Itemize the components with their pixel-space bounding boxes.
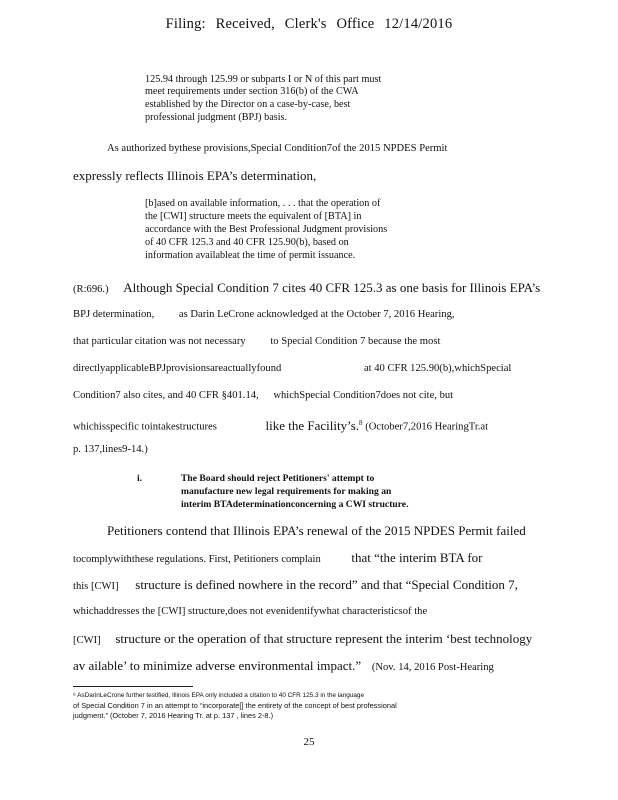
body2-line-3: [73, 336, 440, 348]
footnote-line-1: ⁸ AsDarinLeCrone further testified, Illinois EPA only included a citation to 40 CFR 125.3 in the language: [73, 692, 365, 699]
body2-line-5-a: Condition7 also cites, and 40 CFR §401.14,: [73, 390, 259, 401]
body2-line-7: p. 137,lines9-14.): [73, 444, 148, 455]
body3-line-6-a: av ailable’ to minimize adverse environmental impact.”: [73, 658, 362, 673]
quote1-line-2: meet requirements under section 316(b) of the CWA: [145, 86, 359, 97]
body2-line-5: [73, 390, 453, 402]
page-number: 25: [303, 736, 315, 748]
body3-line-5-a: [CWI]: [73, 635, 101, 646]
footnote-divider: [73, 686, 193, 687]
body2-line-4-b: at 40 CFR 125.90(b),whichSpecial: [363, 363, 512, 374]
body3-line-1: Petitioners contend that Illinois EPA’s renewal of the 2015 NPDES Permit failed: [107, 523, 526, 538]
body3-line-6-b: (Nov. 14, 2016 Post-Hearing: [371, 662, 494, 673]
body2-line-6-a: whichisspecific tointakestructures: [73, 421, 217, 433]
subheading-marker: i.: [137, 473, 143, 484]
body2-line-2-a: BPJ determination,: [73, 309, 155, 320]
body2-line-3-b: to Special Condition 7 because the most: [270, 336, 441, 347]
body1-line-1: As authorized bythese provisions,Special Condition7of the 2015 NPDES Permit: [107, 143, 448, 154]
filing-header: Filing: Received, Clerk's Office 12/14/2016: [165, 16, 453, 32]
footnote-line-2: of Special Condition 7 in an attempt to “incorporate[] the entirety of the concept of best professional: [73, 701, 397, 710]
body3-line-5: [73, 633, 532, 647]
footnote-ref: 8: [359, 419, 363, 427]
body2-line-2: [73, 309, 455, 321]
body2-line-6-c: (October7,2016 HearingTr.at: [365, 421, 489, 433]
subheading-line-2: manufacture new legal requirements for making an: [181, 486, 392, 497]
body3-line-4: whichaddresses the [CWI] structure,does not evenidentifywhat characteristicsof the: [73, 606, 428, 617]
body3-line-2-b: that “the interim BTA for: [351, 550, 483, 565]
quote1-line-3: established by the Director on a case-by-case, best: [145, 99, 351, 110]
body3-line-3-b: structure is defined nowhere in the record” and that “Special Condition 7,: [135, 577, 518, 592]
quote1-line-4: professional judgment (BPJ) basis.: [145, 112, 288, 123]
body2-line-1: [73, 282, 540, 296]
body2-line-5-b: whichSpecial Condition7does not cite, but: [273, 390, 454, 401]
body3-line-6: [73, 660, 494, 674]
body2-line-1-text: Although Special Condition 7 cites 40 CFR 125.3 as one basis for Illinois EPA’s: [123, 280, 541, 295]
quote2-line-4: of 40 CFR 125.3 and 40 CFR 125.90(b), based on: [145, 237, 349, 248]
body2-line-4: [73, 363, 511, 375]
footnote-line-3: judgment.” (October 7, 2016 Hearing Tr. at p. 137 , lines 2-8.): [73, 711, 274, 720]
body2-line-2-b: as Darin LeCrone acknowledged at the October 7, 2016 Hearing,: [178, 309, 455, 320]
subheading-line-3: interim BTAdeterminationconcerning a CWI structure.: [181, 499, 409, 510]
body2-line-6: [73, 417, 488, 434]
body1-line-2: expressly reflects Illinois EPA’s determination,: [73, 168, 317, 183]
subheading-line-1: The Board should reject Petitioners' attempt to: [181, 473, 375, 484]
quote2-line-2: the [CWI] structure meets the equivalent of [BTA] in: [145, 211, 362, 222]
body3-line-3-a: this [CWI]: [73, 581, 119, 592]
body2-line-3-a: that particular citation was not necessary: [73, 336, 246, 347]
body2-line-4-a: directlyapplicableBPJprovisionsareactuallyfound: [73, 363, 282, 374]
body3-line-3: [73, 579, 518, 593]
quote2-line-1: [b]ased on available information, . . . that the operation of: [145, 198, 381, 209]
body3-line-2: [73, 552, 483, 566]
quote2-line-5: information availableat the time of permit issuance.: [145, 250, 356, 261]
body2-line-6-b: like the Facility’s.: [265, 417, 360, 433]
quote2-line-3: accordance with the Best Professional Judgment provisions: [145, 224, 388, 235]
body3-line-5-b: structure or the operation of that structure represent the interim ‘best technology: [115, 631, 533, 646]
record-cite: (R:696.): [73, 284, 109, 295]
body3-line-2-a: tocomplywiththese regulations. First, Petitioners complain: [73, 554, 321, 565]
quote1-line-1: 125.94 through 125.99 or subparts I or N of this part must: [145, 74, 382, 85]
